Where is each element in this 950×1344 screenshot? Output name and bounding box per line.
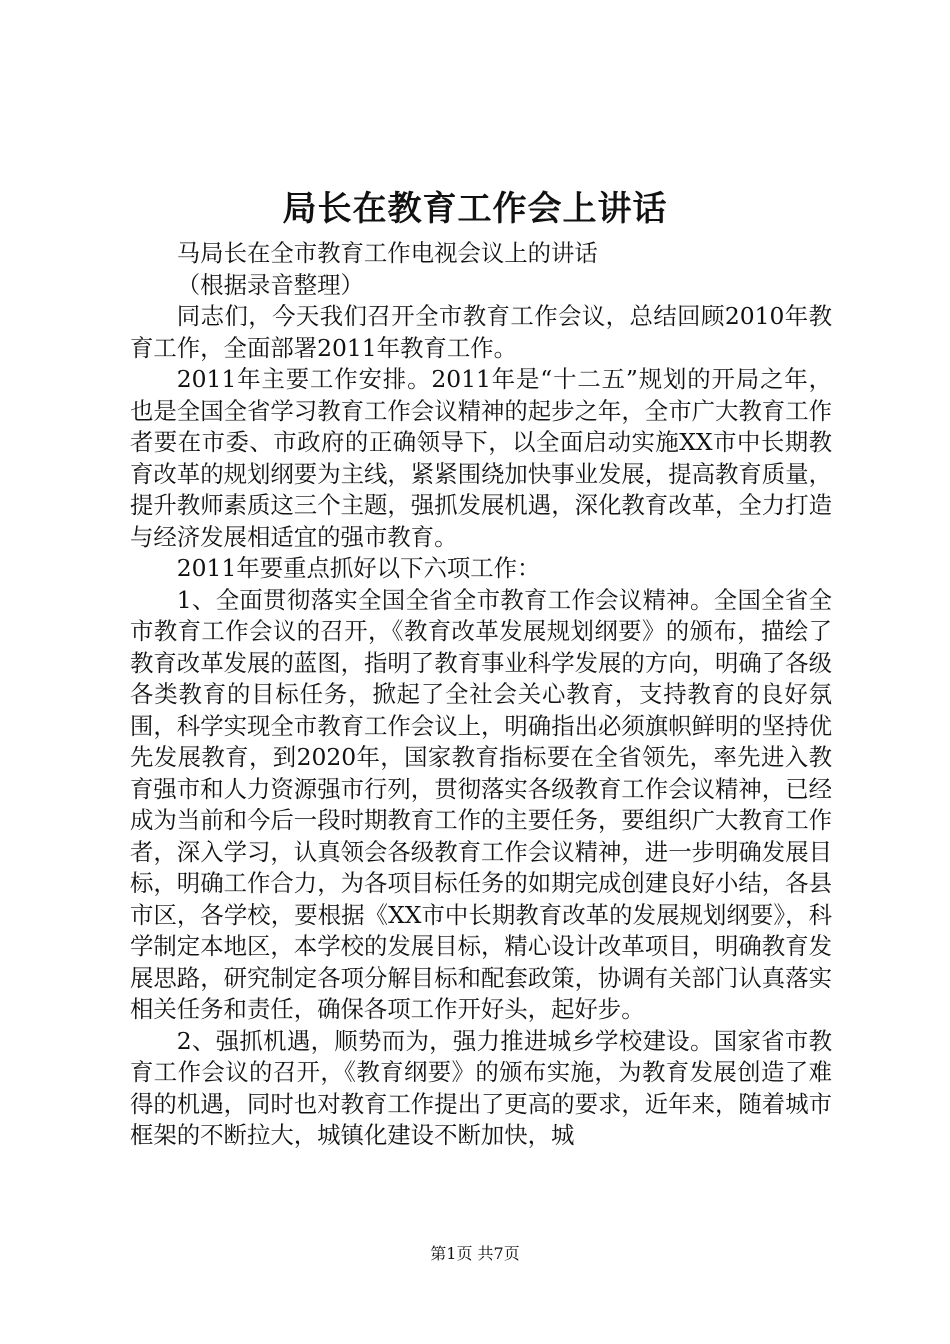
paragraph-task-1: 1、全面贯彻落实全国全省全市教育工作会议精神。全国全省全市教育工作会议的召开，《教育改革发展规划纲要》的颁布，描绘了教育改革发展的蓝图，指明了教育事业科学发展的方向，明确了各级各类教育的目标任务，掀起了全社会关心教育，支持教育的良好氛围，科学实现全市教育工作会议上，明确指出必须旗帜鲜明的坚持优先发展教育，到2020年，国家教育指标要在全省领先，率先进入教育强市和人力资源强市行列，贯彻落实各级教育工作会议精神，已经成为当前和今后一段时期教育工作的主要任务，要组织广大教育工作者，深入学习，认真领会各级教育工作会议精神，进一步明确发展目标，明确工作合力，为各项目标任务的如期完成创建良好小结，各县市区，各学校，要根据《XX市中长期教育改革的发展规划纲要》，科学制定本地区，本学校的发展目标，精心设计改革项目，明确教育发展思路，研究制定各项分解目标和配套政策，协调有关部门认真落实相关任务和责任，确保各项工作开好头，起好步。	[130, 585, 832, 1023]
document-title: 局长在教育工作会上讲话	[282, 189, 668, 229]
document-body	[130, 238, 832, 1152]
page-number-footer: 第1页 共7页	[430, 1244, 520, 1263]
paragraph-six-tasks: 2011年要重点抓好以下六项工作：	[176, 554, 541, 582]
paragraph-task-2: 2、强抓机遇，顺势而为，强力推进城乡学校建设。国家省市教育工作会议的召开，《教育纲要》的颁布实施，为教育发展创造了难得的机遇，同时也对教育工作提出了更高的要求，近年来，随着城市框架的不断拉大，城镇化建设不断加快，城	[130, 1026, 832, 1149]
speech-heading: 马局长在全市教育工作电视会议上的讲话	[176, 239, 598, 267]
paragraph-work-plan: 2011年主要工作安排。2011年是“十二五”规划的开局之年，也是全国全省学习教育工作会议精神的起步之年，全市广大教育工作者要在市委、市政府的正确领导下，以全面启动实施XX市中长期教育改革的规划纲要为主线，紧紧围绕加快事业发展，提高教育质量，提升教师素质这三个主题，强抓发展机遇，深化教育改革，全力打造与经济发展相适宜的强市教育。	[130, 365, 832, 551]
paragraph-opening: 同志们，今天我们召开全市教育工作会议，总结回顾2010年教育工作，全面部署2011年教育工作。	[130, 302, 832, 362]
transcript-note: （根据录音整理）	[176, 270, 364, 299]
